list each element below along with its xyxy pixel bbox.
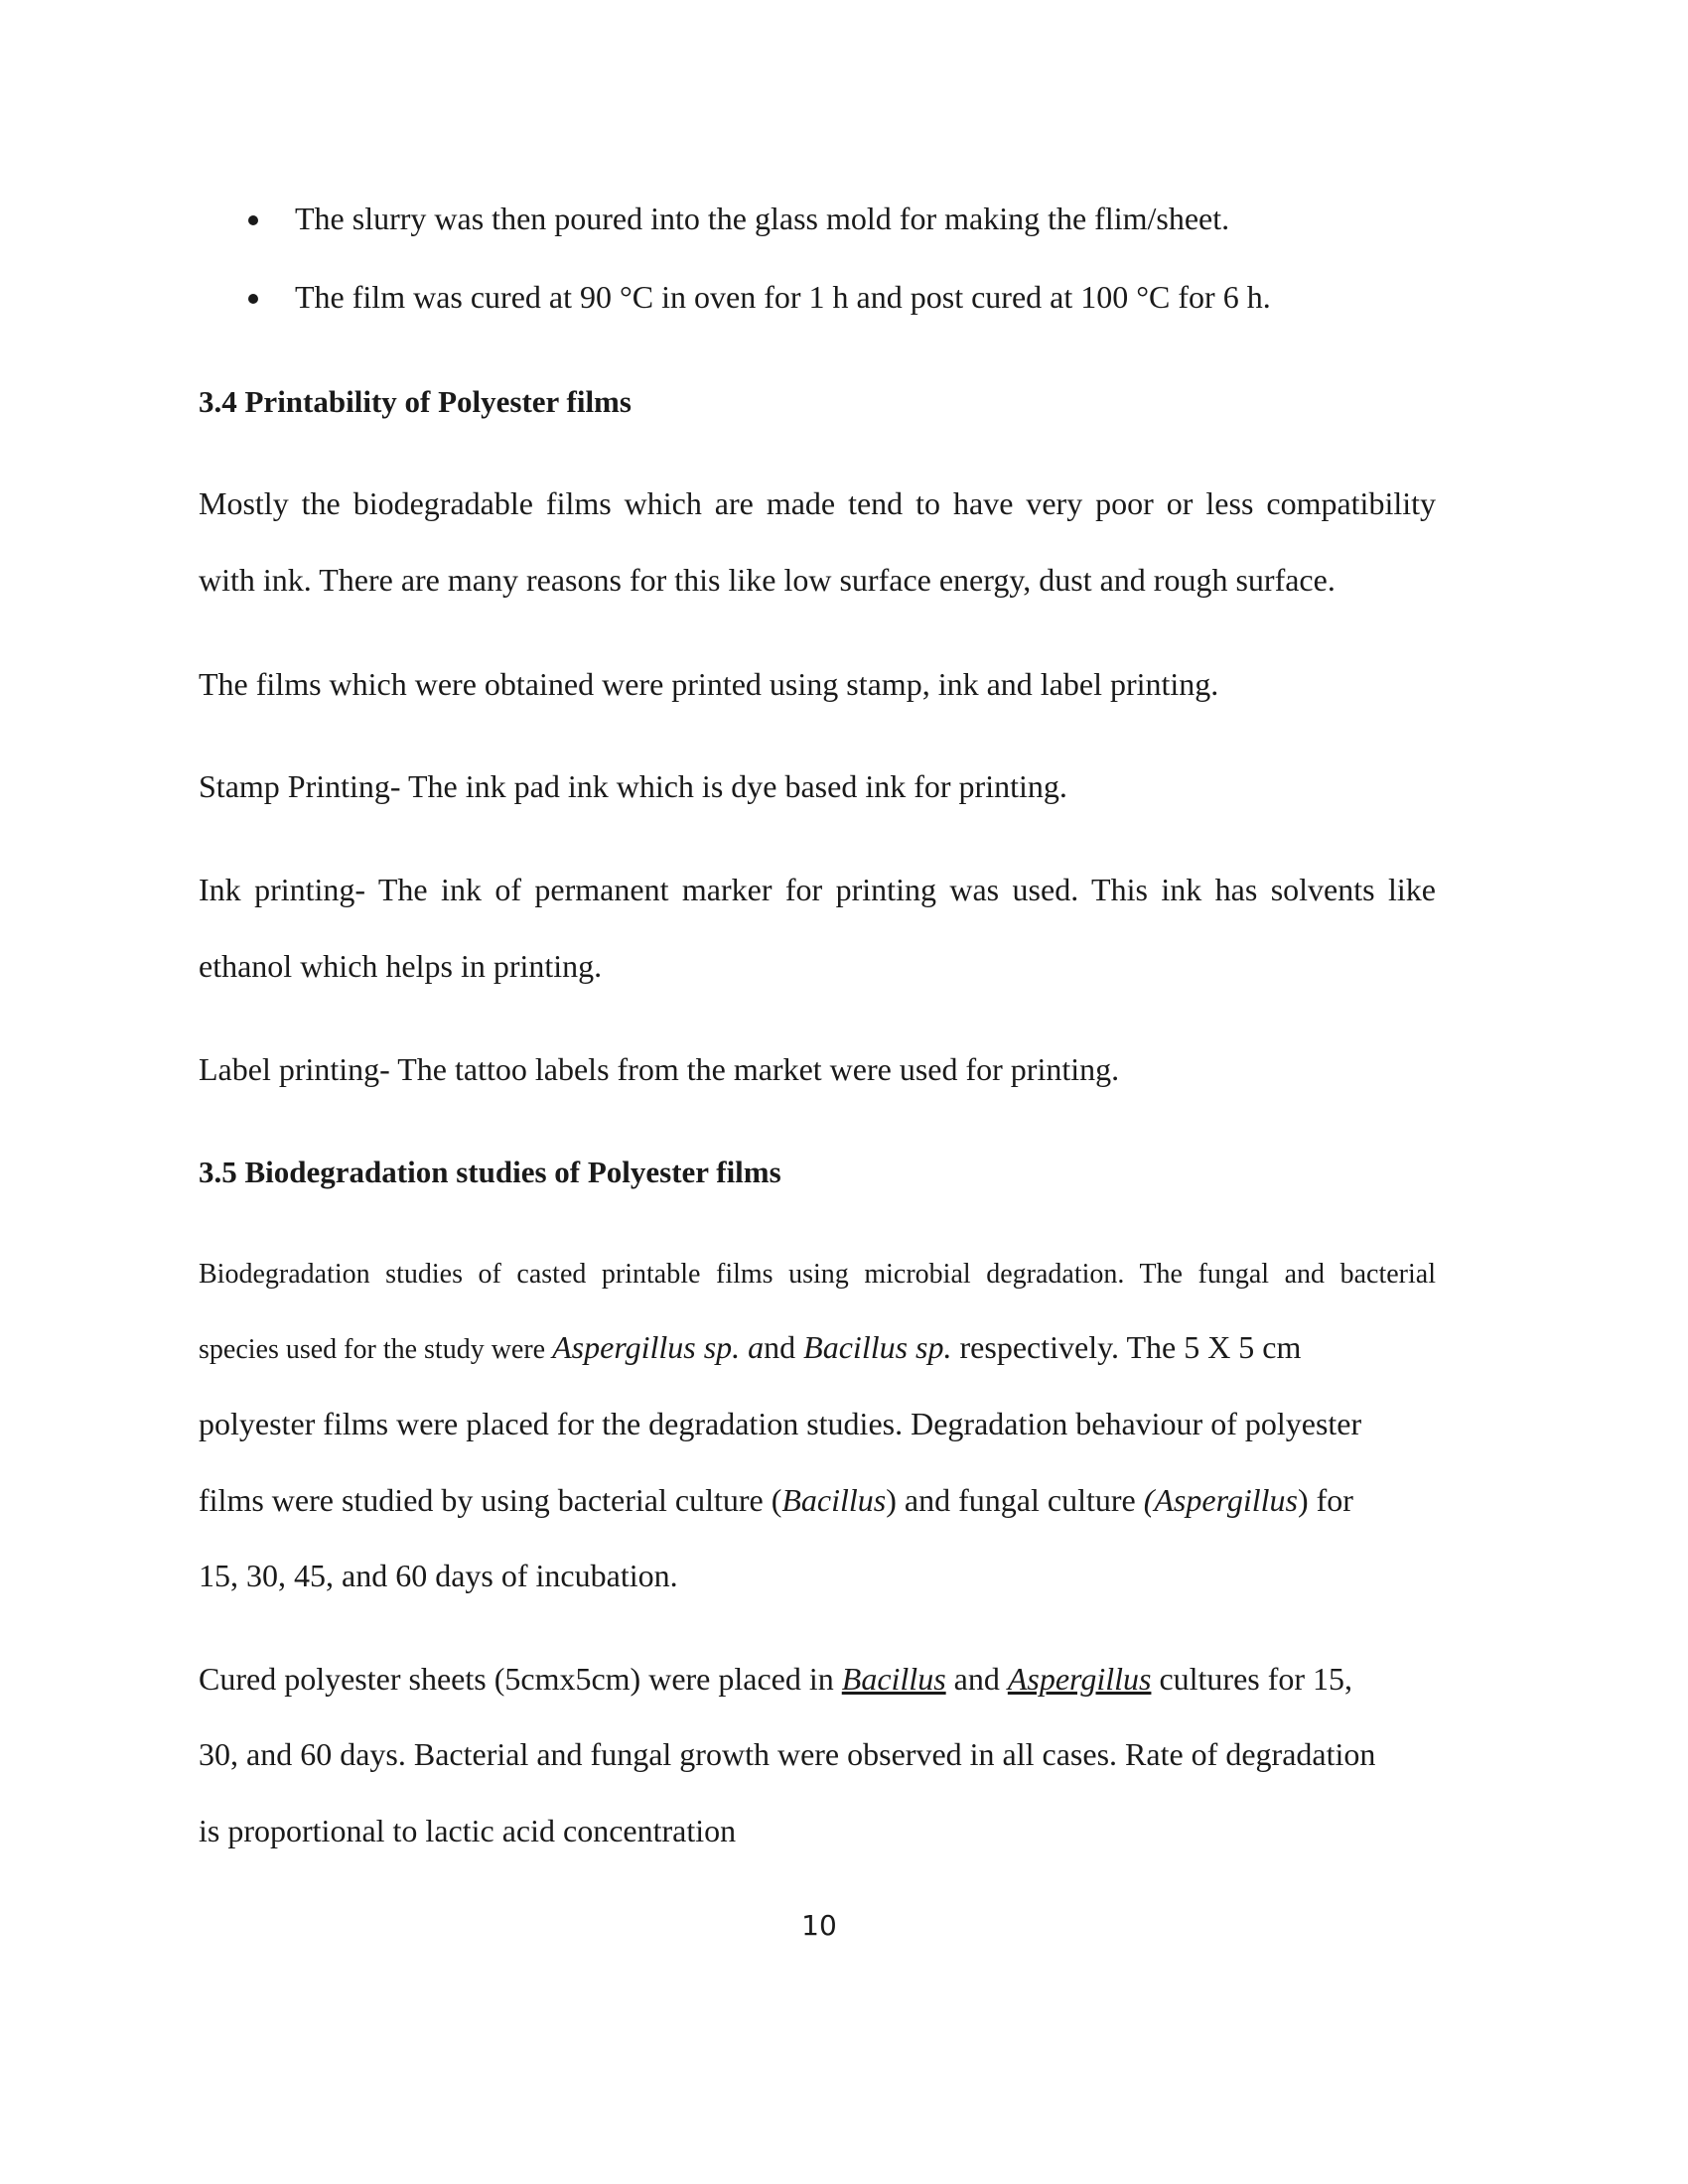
bullet-dot: [248, 215, 258, 225]
section-heading: 3.5 Biodegradation studies of Polyester films: [199, 1155, 781, 1189]
paragraph-line: with ink. There are many reasons for this like low surface energy, dust and rough surface.: [199, 562, 1336, 598]
section-heading: 3.4 Printability of Polyester films: [199, 384, 632, 419]
bullet-dot: [248, 294, 258, 304]
text-span: and: [945, 1661, 1008, 1697]
paragraph-line: 15, 30, 45, and 60 days of incubation.: [199, 1558, 678, 1593]
bullet-item: The slurry was then poured into the glass mold for making the flim/sheet.: [295, 201, 1230, 236]
paragraph-line: [199, 1480, 1353, 1520]
text-span: species used for the study were: [199, 1334, 553, 1365]
species-name: (Aspergillus: [1143, 1482, 1298, 1518]
bullet-item: The film was cured at 90 °C in oven for 1 h and post cured at 100 °C for 6 h.: [295, 279, 1271, 315]
species-name: Bacillus: [781, 1482, 887, 1518]
text-span: nd: [764, 1329, 804, 1365]
paragraph-line: 30, and 60 days. Bacterial and fungal growth were observed in all cases. Rate of degradation: [199, 1736, 1376, 1772]
paragraph-line: Ink printing- The ink of permanent marker for printing was used. This ink has solvents like: [199, 872, 1436, 907]
paragraph-line: is proportional to lactic acid concentration: [199, 1813, 737, 1848]
paragraph-line: polyester films were placed for the degradation studies. Degradation behaviour of polyester: [199, 1406, 1362, 1441]
species-name-underlined: Bacillus: [841, 1661, 946, 1697]
text-span: cultures for 15,: [1151, 1661, 1353, 1697]
text-span: ) for: [1297, 1482, 1353, 1518]
paragraph-line: Stamp Printing- The ink pad ink which is dye based ink for printing.: [199, 768, 1067, 804]
paragraph-line: Biodegradation studies of casted printable films using microbial degradation. The fungal and bacterial: [199, 1259, 1436, 1290]
page-number: 10: [801, 1909, 837, 1942]
text-span: films were studied by using bacterial culture (: [199, 1482, 782, 1518]
paragraph-line: [199, 1659, 1352, 1699]
paragraph-line: The films which were obtained were printed using stamp, ink and label printing.: [199, 666, 1219, 702]
text-span: Cured polyester sheets (5cmx5cm) were placed in: [199, 1661, 842, 1697]
species-name: Bacillus sp.: [803, 1329, 952, 1365]
paragraph-line: ethanol which helps in printing.: [199, 948, 603, 984]
text-span: respectively. The 5 X 5 cm: [951, 1329, 1302, 1365]
text-span: ) and fungal culture: [886, 1482, 1144, 1518]
paragraph-line: Mostly the biodegradable films which are made tend to have very poor or less compatibility: [199, 485, 1436, 521]
species-name: Aspergillus sp. a: [552, 1329, 765, 1365]
paragraph-line: [199, 1327, 1301, 1370]
species-name-underlined: Aspergillus: [1007, 1661, 1152, 1697]
paragraph-line: Label printing- The tattoo labels from the market were used for printing.: [199, 1051, 1120, 1087]
